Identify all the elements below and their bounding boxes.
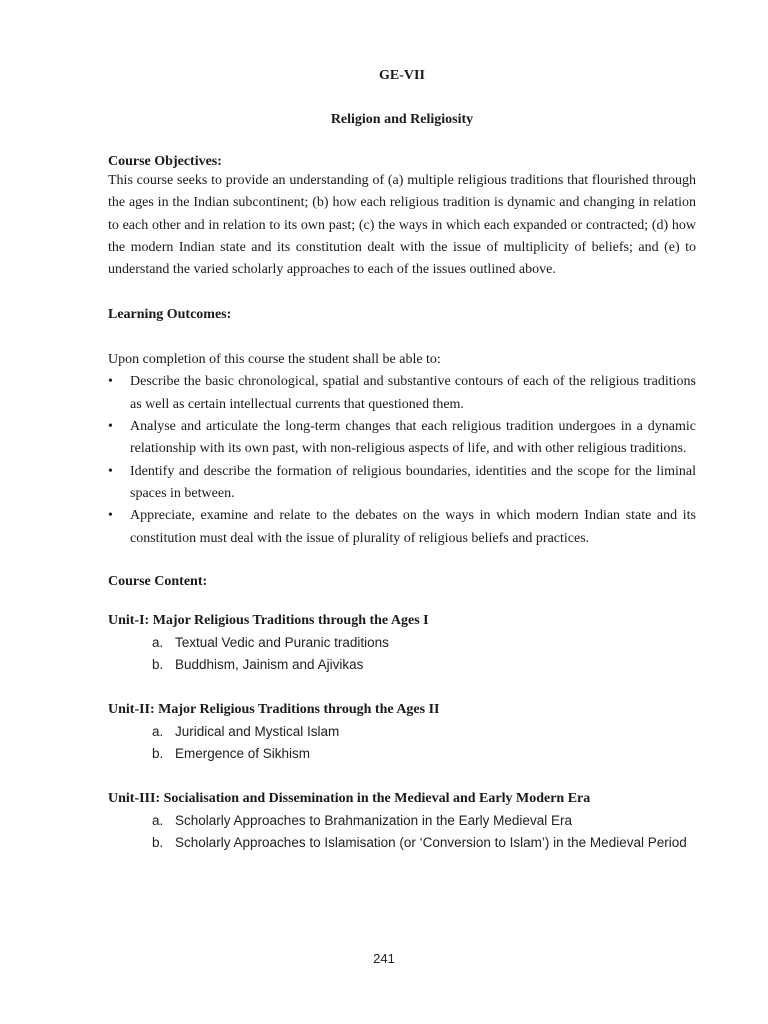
outcome-item bbox=[108, 416, 696, 461]
item-marker: b. bbox=[152, 657, 164, 673]
unit-2-list bbox=[108, 721, 696, 766]
unit-item bbox=[108, 654, 696, 677]
unit-item bbox=[108, 632, 696, 655]
item-text: Textual Vedic and Puranic traditions bbox=[175, 634, 389, 650]
bullet-icon: • bbox=[108, 419, 113, 435]
bullet-icon: • bbox=[108, 508, 113, 524]
page-number: 241 bbox=[373, 951, 395, 966]
bullet-icon: • bbox=[108, 374, 113, 390]
item-text: Buddhism, Jainism and Ajivikas bbox=[175, 657, 364, 673]
unit-item bbox=[108, 721, 696, 744]
unit-2-heading: Unit-II: Major Religious Traditions through the Ages II bbox=[108, 701, 440, 717]
item-text: Scholarly Approaches to Islamisation (or ‘Conversion to Islam’) in the Medieval Period bbox=[175, 835, 687, 851]
outcome-text: Identify and describe the formation of religious boundaries, identities and the scope for the liminal spaces in between. bbox=[130, 463, 696, 501]
item-marker: a. bbox=[152, 812, 164, 828]
outcome-text: Appreciate, examine and relate to the debates on the ways in which modern Indian state and its constitution must deal with the issue of plurality of religious beliefs and practices. bbox=[130, 508, 696, 546]
objectives-heading: Course Objectives: bbox=[108, 154, 222, 169]
outcome-item bbox=[108, 461, 696, 506]
item-marker: b. bbox=[152, 746, 164, 762]
unit-item bbox=[108, 743, 696, 766]
item-marker: b. bbox=[152, 835, 164, 851]
course-code: GE-VII bbox=[379, 68, 425, 83]
outcomes-list bbox=[108, 371, 696, 549]
item-text: Scholarly Approaches to Brahmanization in the Early Medieval Era bbox=[175, 812, 572, 828]
bullet-icon: • bbox=[108, 463, 113, 479]
item-marker: a. bbox=[152, 723, 164, 739]
unit-1-heading: Unit-I: Major Religious Traditions through the Ages I bbox=[108, 612, 429, 628]
item-marker: a. bbox=[152, 634, 164, 650]
unit-item bbox=[108, 810, 696, 833]
document-page bbox=[108, 64, 696, 855]
item-text: Juridical and Mystical Islam bbox=[175, 723, 340, 739]
outcome-text: Analyse and articulate the long-term changes that each religious tradition undergoes in a dynamic relationship with its own past, with non-religious aspects of life, and with other religious traditions. bbox=[130, 419, 696, 457]
outcome-item bbox=[108, 505, 696, 550]
outcomes-heading: Learning Outcomes: bbox=[108, 307, 232, 323]
unit-item bbox=[108, 832, 696, 855]
item-text: Emergence of Sikhism bbox=[175, 746, 311, 762]
unit-1-list bbox=[108, 632, 696, 677]
outcome-text: Describe the basic chronological, spatial and substantive contours of each of the religious traditions as well as certain intellectual currents that questioned them. bbox=[130, 374, 696, 412]
unit-3-list bbox=[108, 810, 696, 855]
objectives-text: This course seeks to provide an understanding of (a) multiple religious traditions that flourished through the ages in the Indian subcontinent; (b) how each religious tradition is dynamic and changing in relation to each other and in relation to its own past; (c) the ways in which each expanded or contracted; (d) how the modern Indian state and its constitution dealt with the issue of multiplicity of beliefs; and (e) to understand the varied scholarly approaches to each of the issues outlined above. bbox=[108, 173, 696, 278]
outcomes-intro: Upon completion of this course the student shall be able to: bbox=[108, 352, 441, 368]
content-heading: Course Content: bbox=[108, 573, 208, 589]
outcome-item bbox=[108, 371, 696, 416]
unit-3-heading: Unit-III: Socialisation and Dissemination in the Medieval and Early Modern Era bbox=[108, 790, 591, 806]
course-title: Religion and Religiosity bbox=[330, 112, 474, 127]
